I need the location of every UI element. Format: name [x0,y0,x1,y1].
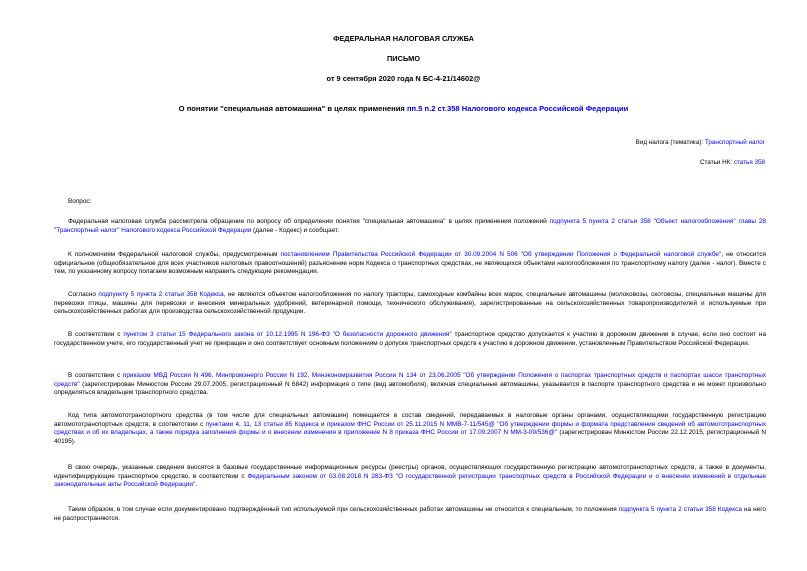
paragraph-link[interactable]: пунктами 4 [205,420,240,428]
paragraph-text: , не относится официальное (общеобязательное для всех участников налоговых правоотношений) разъяснение норм Кодекса о транспортных средствах, не являющихся объектами налогообложения по транспортному налогу (далее - налог). Вместе с тем, по указанному вопросу полагаем возможным направить следующие рекомендации. [54,251,767,275]
paragraph-text: . [195,481,197,488]
nk-articles-line [700,159,765,168]
paragraph-text: Согласно [68,291,99,298]
paragraph-3 [54,291,766,317]
paragraph-link[interactable]: подпункта 5 пункта 2 статьи 358 Кодекса [618,506,742,513]
paragraph-text: В свою очередь, указанные сведения вносятся в базовые государственные информационные ресурсы (реестры) органов, осуществляющих государственную регистрацию автомототранспортных средств, а также в документы, идентифицирующие транспортное средство, в соответствии с [54,464,766,480]
tax-type-line [636,139,765,148]
paragraph-link[interactable]: приказом ФНС России от 25.11.2015 N ММВ-7-11/545@ "Об утверждении формы и формата представления сведений об автомототранспортных средствах и об их владельцах, а также порядка заполнения формы и о внесении изменения в приложение N 8 приказа ФНС России от 17.09.2007 N ММ-3-09/536@" [54,420,767,436]
paragraph-8 [54,506,766,523]
paragraph-7 [54,464,766,490]
paragraph-link[interactable]: пунктом 3 статьи 15 Федерального закона от 10.12.1995 N 196-ФЗ "О безопасности дорожного движения" [123,331,452,338]
paragraph-1 [54,218,766,235]
paragraph-link[interactable]: 13 статьи 85 Кодекса [254,420,319,428]
question-label: Вопрос: [68,198,92,205]
document-date-number: от 9 сентября 2020 года N БС-4-21/14602@ [326,74,481,83]
paragraph-text: транспортное средство допускается к участию в дорожном движении в случае, если оно состоит на государственном учете, его государственный учет не прекращен и оно соответствует основным положениям о допуске транспортных средств к участию в дорожном движении, установленным Правительством Российской Федерации. [54,331,767,347]
tax-type-label: Вид налога (тематика): [635,139,705,146]
document-subject [0,105,807,114]
paragraph-text: (далее - Кодекс) и сообщает. [251,226,340,234]
paragraph-text: В соответствии с [68,372,123,379]
nk-articles-label: Статьи НК: [699,159,734,166]
paragraph-6 [54,412,766,446]
paragraph-link[interactable]: постановлением Правительства Российской Федерации от 30.09.2004 N 506 "Об утверждении Положения о Федеральной налоговой службе" [280,251,722,258]
paragraph-link[interactable]: подпункту 5 пункта 2 статьи 358 Кодекса [98,291,224,298]
paragraph-link[interactable]: подпункта 5 пункта 2 статьи 358 "Объект налогообложения" главы 28 "Транспортный налог" Налогового кодекса Российской Федерации [54,218,766,234]
document-type: ПИСЬМО [387,54,420,63]
paragraph-5 [54,372,766,398]
paragraph-text: на него не распространяются. [54,506,766,522]
subject-prefix: О понятии "специальная автомашина" в целях применения [178,104,407,113]
nk-articles-link[interactable]: статья 358 [733,159,765,166]
paragraph-text: (зарегистрирован Минюстом России 22.12.2015, регистрационный N 40195). [54,429,767,445]
paragraph-text: В соответствии с [68,331,124,338]
paragraph-text: , [249,420,254,428]
agency-title: ФЕДЕРАЛЬНАЯ НАЛОГОВАЯ СЛУЖБА [333,34,474,43]
subject-link[interactable]: пп.5 п.2 ст.358 Налогового кодекса Российской Федерации [406,104,629,113]
paragraph-4 [54,331,766,348]
paragraph-text: К полномочиям Федеральной налоговой службы, предусмотренным [68,251,281,258]
paragraph-text: Код типа автомототранспортного средства (в том числе для специальных автомашин) помещается в состав сведений, передаваемых в налоговые органы органами, осуществляющими государственную регистрацию автомототранспортных средств, в соответствии с [54,412,766,428]
paragraph-text: и [318,420,327,428]
paragraph-text: , [239,420,244,428]
paragraph-link[interactable]: приказом МВД России N 496, Минпромэнерго России N 192, Минэкономразвития России N 134 от 23.06.2005 "Об утверждении Положения о паспортах транспортных средств и паспортах шасси транспортных средств" [54,372,767,388]
paragraph-text: , не являются объектом налогообложения по налогу тракторы, самоходные комбайны всех марок, специальные автомашины (молоковозы, скотовозы, специальные машины для перевозки птицы, машины для перевозки и внесения минеральных удобрений, ветеринарной помощи, технического обслуживания), зарегистрированные на сельскохозяйственных товаропроизводителей и используемые при сельскохозяйственных работах для производства сельскохозяйственной продукции. [54,291,766,315]
paragraph-text: (зарегистрирован Минюстом России 29.07.2005, регистрационный N 6842) информация о типе (вид автомобиля), включая специальные автомашины, указывается в паспорте транспортного средства и не может произвольно определяться владельцем транспортного средства. [54,380,766,396]
paragraph-link[interactable]: 11 [243,420,250,428]
paragraph-2 [54,251,766,277]
paragraph-text: Таким образом, в том случае если документировано подтверждённый тип используемой при сельскохозяйственных работах автомашины не относится к специальным, то положения [68,506,619,513]
paragraph-text: Федеральная налоговая служба рассмотрела обращение по вопросу об определении понятия "специальная автомашина" в целях применения положений [68,218,550,225]
paragraph-link[interactable]: Федеральным законом от 03.08.2018 N 283-ФЗ "О государственной регистрации транспортных средств в Российской Федерации и о внесении изменений в отдельные законодательные акты Российской Федерации" [54,472,766,488]
tax-type-link[interactable]: Транспортный налог [704,139,765,146]
